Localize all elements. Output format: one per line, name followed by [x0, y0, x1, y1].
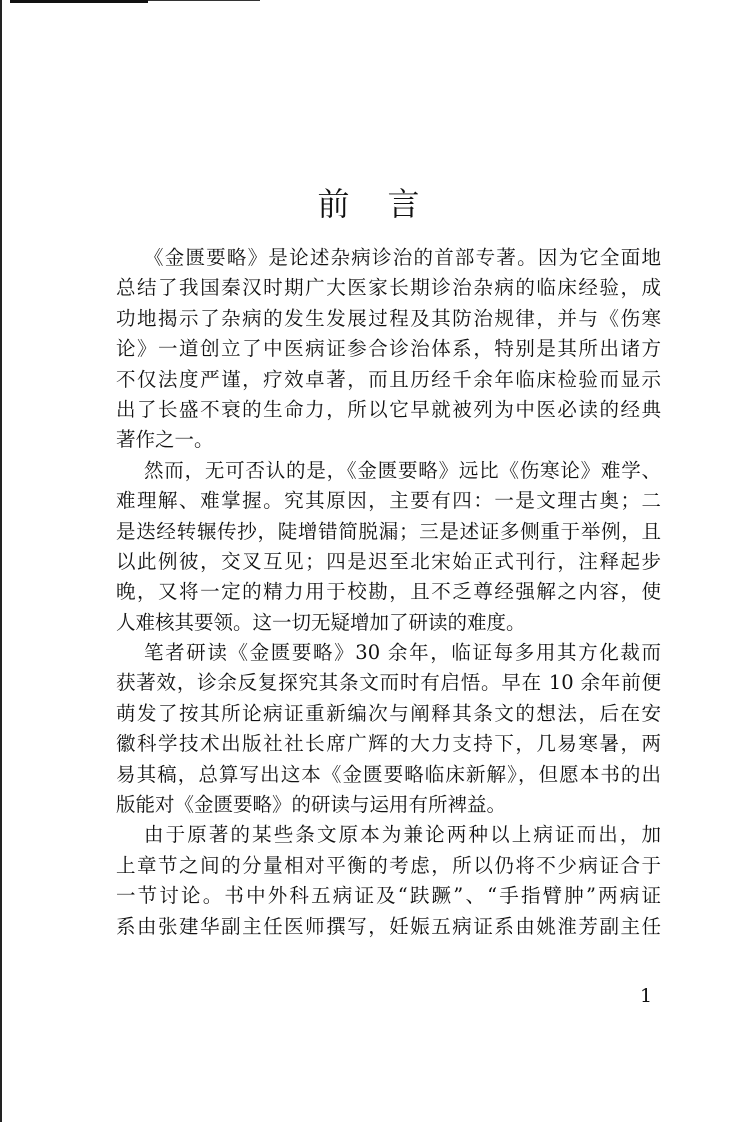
- text-line: 上章节之间的分量相对平衡的考虑，所以仍将不少病证合于: [116, 853, 661, 877]
- scan-top-bar: [10, 0, 148, 3]
- text-line: 萌发了按其所论病证重新编次与阐释其条文的想法，后在安: [116, 701, 661, 725]
- text-line: 人难核其要领。这一切无疑增加了研读的难度。: [116, 610, 526, 634]
- paragraph: [116, 820, 661, 942]
- text-line: 系由张建华副主任医师撰写，妊娠五病证系由姚淮芳副主任: [116, 914, 661, 938]
- page-number: 1: [640, 985, 653, 1007]
- text-line: 论》一道创立了中医病证参合诊治体系，特别是其所出诸方: [116, 337, 661, 361]
- text-line: 不仅法度严谨，疗效卓著，而且历经千余年临床检验而显示: [116, 367, 661, 391]
- text-line: 是迭经转辗传抄，陡增错简脱漏；三是述证多侧重于举例，且: [116, 519, 661, 543]
- text-line: 总结了我国秦汉时期广大医家长期诊治杂病的临床经验，成: [116, 276, 661, 300]
- preface-body: [116, 243, 661, 942]
- paragraph: [116, 456, 661, 638]
- text-line: 以此例彼，交叉互见；四是迟至北宋始正式刊行，注释起步: [116, 549, 661, 573]
- text-line: 笔者研读《金匮要略》30 余年，临证每多用其方化裁而: [144, 641, 661, 665]
- text-line: 徽科学技术出版社社长席广辉的大力支持下，几易寒暑，两: [116, 732, 661, 756]
- scan-top-line: [148, 0, 260, 1]
- text-line: 出了长盛不衰的生命力，所以它早就被列为中医必读的经典: [116, 397, 661, 421]
- text-line: 由于原著的某些条文原本为兼论两种以上病证而出，加: [144, 823, 661, 847]
- text-line: 一节讨论。书中外科五病证及“趺蹶”、“手指臂肿”两病证: [116, 884, 661, 908]
- text-line: 然而，无可否认的是，《金匮要略》远比《伤寒论》难学、: [144, 458, 661, 482]
- page-left-edge: [0, 0, 2, 1122]
- text-line: 版能对《金匮要略》的研读与运用有所裨益。: [116, 793, 507, 817]
- page-title: 前言: [317, 185, 458, 224]
- text-line: 《金匮要略》是论述杂病诊治的首部专著。因为它全面地: [144, 246, 661, 269]
- paragraph: [116, 243, 661, 456]
- text-line: 著作之一。: [116, 428, 214, 452]
- text-line: 难理解、难掌握。究其原因，主要有四：一是文理古奥；二: [116, 489, 661, 513]
- paragraph: [116, 638, 661, 820]
- text-line: 晚，又将一定的精力用于校勘，且不乏尊经强解之内容，使: [116, 580, 661, 604]
- text-line: 获著效，诊余反复探究其条文而时有启悟。早在 10 余年前便: [116, 671, 661, 695]
- text-line: 易其稿，总算写出这本《金匮要略临床新解》，但愿本书的出: [116, 762, 661, 786]
- text-line: 功地揭示了杂病的发生发展过程及其防治规律，并与《伤寒: [116, 306, 661, 330]
